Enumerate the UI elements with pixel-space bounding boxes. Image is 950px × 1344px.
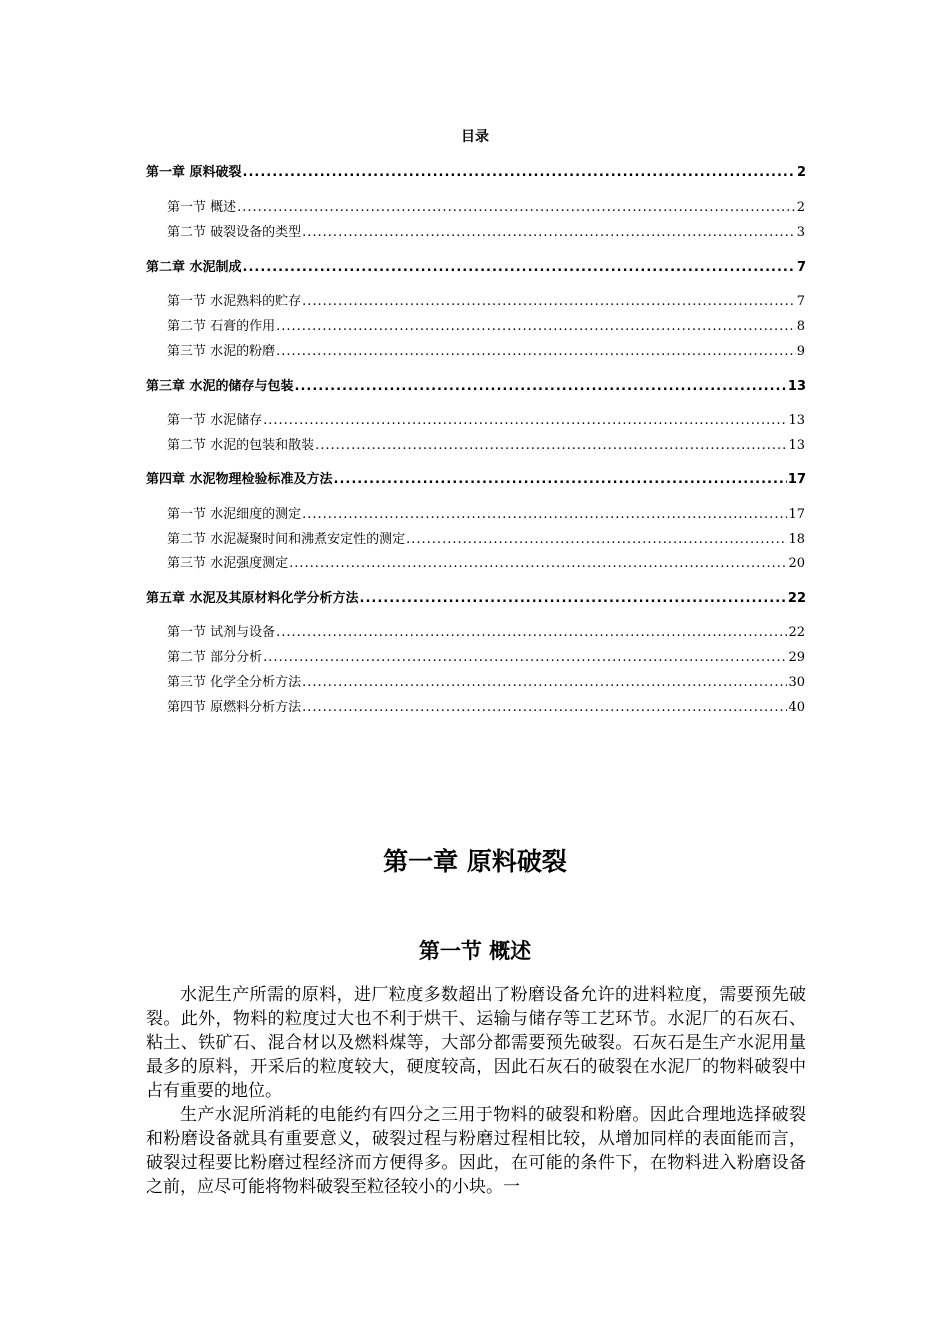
toc-entry-label: 第四章 水泥物理检验标准及方法 — [146, 472, 333, 487]
toc-dot-leader — [243, 260, 796, 275]
toc-entry-label: 第四节 原燃料分析方法 — [167, 700, 302, 715]
toc-entry-label: 第一节 水泥细度的测定 — [167, 507, 302, 522]
toc-dot-leader — [276, 344, 796, 359]
toc-section-entry[interactable] — [167, 503, 805, 523]
toc-page-number: 2 — [796, 165, 806, 180]
toc-chapter-entry[interactable] — [146, 468, 806, 488]
toc-page-number: 40 — [788, 700, 805, 715]
toc-dot-leader — [360, 591, 787, 606]
toc-page-number: 18 — [788, 532, 805, 547]
chapter-heading: 第一章 原料破裂 — [383, 847, 567, 876]
toc-dot-leader — [334, 472, 787, 487]
toc-entry-label: 第一节 试剂与设备 — [167, 625, 276, 640]
toc-entry-label: 第三节 水泥的粉磨 — [167, 344, 276, 359]
toc-section-entry[interactable] — [167, 409, 805, 429]
toc-page-number: 7 — [796, 260, 806, 275]
toc-entry-label: 第一节 水泥储存 — [167, 413, 263, 428]
toc-section-entry[interactable] — [167, 621, 805, 641]
section-heading: 第一节 概述 — [418, 939, 532, 963]
toc-dot-leader — [295, 379, 787, 394]
toc-entry-label: 第三节 水泥强度测定 — [167, 556, 289, 571]
toc-section-entry[interactable] — [167, 646, 805, 666]
toc-page-number: 13 — [788, 438, 805, 453]
toc-entry-label: 第二节 水泥凝聚时间和沸煮安定性的测定 — [167, 532, 406, 547]
toc-page-number: 17 — [788, 507, 805, 522]
toc-section-entry[interactable] — [167, 671, 805, 691]
toc-dot-leader — [289, 556, 787, 571]
toc-section-entry[interactable] — [167, 196, 805, 216]
toc-dot-leader — [243, 165, 796, 180]
toc-section-entry[interactable] — [167, 290, 805, 310]
toc-entry-label: 第五章 水泥及其原材料化学分析方法 — [146, 591, 359, 606]
toc-chapter-entry[interactable] — [146, 256, 806, 276]
toc-page-number: 20 — [788, 556, 805, 571]
toc-dot-leader — [302, 507, 787, 522]
toc-entry-label: 第二章 水泥制成 — [146, 260, 242, 275]
toc-section-entry[interactable] — [167, 528, 805, 548]
toc-dot-leader — [237, 200, 796, 215]
toc-section-entry[interactable] — [167, 552, 805, 572]
toc-page-number: 8 — [796, 319, 805, 334]
toc-dot-leader — [302, 294, 796, 309]
toc-entry-label: 第二节 部分分析 — [167, 650, 263, 665]
toc-section-entry[interactable] — [167, 696, 805, 716]
toc-dot-leader — [315, 438, 787, 453]
toc-dot-leader — [263, 650, 787, 665]
toc-page-number: 2 — [796, 200, 805, 215]
toc-page-number: 22 — [788, 625, 805, 640]
toc-section-entry[interactable] — [167, 434, 805, 454]
toc-page-number: 30 — [788, 675, 805, 690]
toc-entry-label: 第一节 水泥熟料的贮存 — [167, 294, 302, 309]
toc-page-number: 7 — [796, 294, 805, 309]
toc-page-number: 9 — [796, 344, 805, 359]
toc-page-number: 29 — [788, 650, 805, 665]
toc-dot-leader — [302, 700, 787, 715]
toc-dot-leader — [263, 413, 787, 428]
toc-chapter-entry[interactable] — [146, 161, 806, 181]
toc-entry-label: 第三章 水泥的储存与包装 — [146, 379, 294, 394]
toc-page-number: 22 — [787, 591, 806, 606]
toc-entry-label: 第二节 石膏的作用 — [167, 319, 276, 334]
toc-entry-label: 第二节 破裂设备的类型 — [167, 225, 302, 240]
toc-page-number: 13 — [787, 379, 806, 394]
toc-dot-leader — [276, 319, 796, 334]
toc-entry-label: 第一章 原料破裂 — [146, 165, 242, 180]
toc-dot-leader — [276, 625, 787, 640]
paragraph: 水泥生产所需的原料，进厂粒度多数超出了粉磨设备允许的进料粒度，需要预先破裂。此外，物料的粒度过大也不利于烘干、运输与储存等工艺环节。水泥厂的石灰石、粘土、铁矿石、混合材以及燃料煤等，大部分都需要预先破裂。石灰石是生产水泥用量最多的原料，开采后的粒度较大，硬度较高，因此石灰石的破裂在水泥厂的物料破裂中占有重要的地位。 — [146, 985, 806, 1101]
paragraph: 生产水泥所消耗的电能约有四分之三用于物料的破裂和粉磨。因此合理地选择破裂和粉磨设备就具有重要意义，破裂过程与粉磨过程相比较，从增加同样的表面能而言，破裂过程要比粉磨过程经济而方便得多。因此，在可能的条件下，在物料进入粉磨设备之前，应尽可能将物料破裂至粒径较小的小块。一 — [146, 1105, 806, 1197]
toc-dot-leader — [406, 532, 787, 547]
toc-section-entry[interactable] — [167, 315, 805, 335]
toc-entry-label: 第三节 化学全分析方法 — [167, 675, 302, 690]
toc-dot-leader — [302, 675, 787, 690]
toc-entry-label: 第一节 概述 — [167, 200, 237, 215]
toc-section-entry[interactable] — [167, 221, 805, 241]
body-text — [146, 983, 806, 1199]
toc-title: 目录 — [461, 129, 489, 145]
toc-section-entry[interactable] — [167, 340, 805, 360]
toc-page-number: 17 — [787, 472, 806, 487]
toc-chapter-entry[interactable] — [146, 587, 806, 607]
toc-page-number: 13 — [788, 413, 805, 428]
toc-dot-leader — [302, 225, 796, 240]
toc-chapter-entry[interactable] — [146, 375, 806, 395]
toc-page-number: 3 — [796, 225, 805, 240]
toc-entry-label: 第二节 水泥的包装和散装 — [167, 438, 315, 453]
